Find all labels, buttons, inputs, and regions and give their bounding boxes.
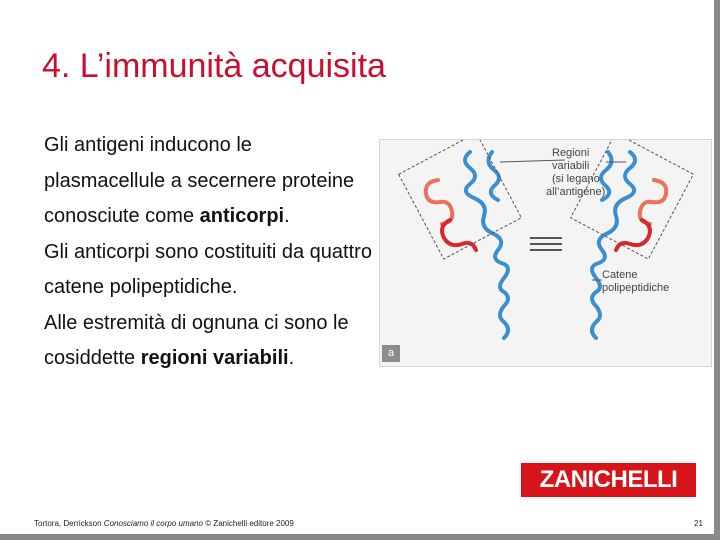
slide-title: 4. L’immunità acquisita (42, 47, 386, 85)
svg-text:variabili: variabili (552, 160, 590, 172)
zanichelli-logo: ZANICHELLI (521, 463, 696, 497)
body-paragraph: Alle estremità di ognuna ci sono le cosiddette regioni variabili. (44, 311, 349, 369)
antibody-figure (379, 139, 712, 367)
svg-text:(si legano: (si legano (552, 173, 600, 185)
body-paragraph: Gli antigeni inducono le plasmacellule a secernere proteine conosciute come anticorpi. (44, 134, 355, 227)
label-polypeptide-chains: Catene (602, 269, 638, 281)
svg-text:all’antigene): all’antigene) (546, 186, 606, 198)
light-chain-left-outer (426, 180, 453, 224)
figure-tag: a (382, 345, 400, 362)
antibody-diagram (380, 140, 711, 366)
svg-text:polipeptidiche: polipeptidiche (602, 282, 670, 294)
label-variable-regions: Regioni (552, 147, 590, 159)
footer-credit: Tortora, Derrickson Conosciamo il corpo umano © Zanichelli editore 2009 (34, 519, 294, 528)
slide-body (44, 128, 374, 377)
bold-term: anticorpi (199, 205, 285, 227)
light-chain-right-outer (640, 180, 667, 224)
page-number: 21 (694, 519, 703, 528)
bold-term: regioni variabili (140, 347, 289, 369)
body-paragraph: Gli anticorpi sono costituiti da quattro catene polipeptidiche. (44, 240, 372, 298)
